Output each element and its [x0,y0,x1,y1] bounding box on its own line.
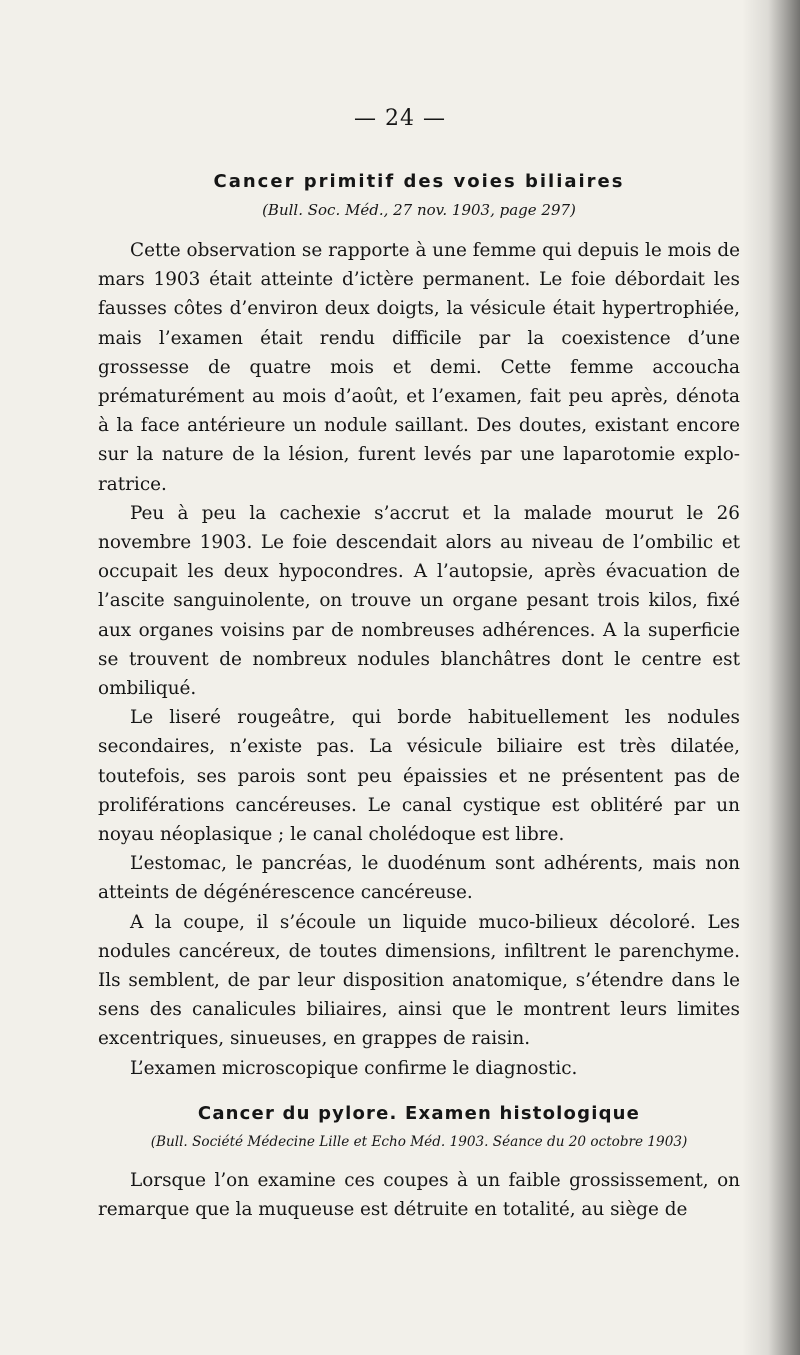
page-number: — 24 — [354,106,446,131]
body-paragraph: A la coupe, il s’écoule un liquide muco-bilieux décoloré. Les nodules cancéreux, de toutes dimensions, infiltrent le parenchyme. Ils semblent, de par leur disposition anatomique, s’étendre dans le sens des canalicules biliaires, ainsi que le montrent leurs limites excentriques, sinueuses, en grappes de raisin. [98,911,740,1050]
section-cancer-voies-biliaires [98,168,740,1083]
body-paragraph: Peu à peu la cachexie s’accrut et la malade mourut le 26 novembre 1903. Le foie descendait alors au niveau de l’ombilic et occupait les deux hypocondres. A l’autopsie, après évacuation de l’ascite sanguinolente, on trouve un organe pesant trois kilos, fixé aux organes voisins par de nombreuses adhérences. A la superficie se trouvent de nombreux nodules blanchâtres dont le centre est ombiliqué. [98,502,740,700]
body-paragraph: Le liseré rougeâtre, qui borde habituellement les nodules secondaires, n’existe pas. La vésicule biliaire est très dilatée, toutefois, ses parois sont peu épaissies et ne présentent pas de proliférations cancéreuses. Le canal cystique est oblitéré par un noyau néoplasique ; le canal cholédoque est libre. [98,707,740,846]
scan-shadow-edge [742,0,800,1355]
section-cancer-pylore [98,1100,740,1224]
bibliographic-reference: (Bull. Société Médecine Lille et Echo Méd. 1903. Séance du 20 octobre 1903) [150,1134,688,1150]
section-heading: Cancer primitif des voies biliaires [213,171,625,192]
section-heading: Cancer du pylore. Examen histologique [197,1103,641,1124]
body-paragraph: L’examen microscopique confirme le diagnostic. [130,1057,578,1079]
body-paragraph: Cette observation se rapporte à une femme qui depuis le mois de mars 1903 était atteinte d’ictère permanent. Le foie débordait les fausses côtes d’environ deux doigts, la vésicule était hypertrophiée, mais l’examen était rendu difficile par la coexistence d’une grossesse de quatre mois et demi. Cette femme accoucha prématurément au mois d’août, et l’examen, fait peu après, dénota à la face antérieure un nodule saillant. Des doutes, existant encore sur la nature de la lésion, furent levés par une laparotomie exploratrice. [98,240,740,495]
body-paragraph: Lorsque l’on examine ces coupes à un faible grossissement, on remarque que la muqueuse est détruite en totalité, au siège de [98,1170,740,1221]
body-paragraph: L’estomac, le pancréas, le duodénum sont adhérents, mais non atteints de dégénérescence cancéreuse. [98,853,740,904]
bibliographic-reference: (Bull. Soc. Méd., 27 nov. 1903, page 297) [262,201,576,219]
